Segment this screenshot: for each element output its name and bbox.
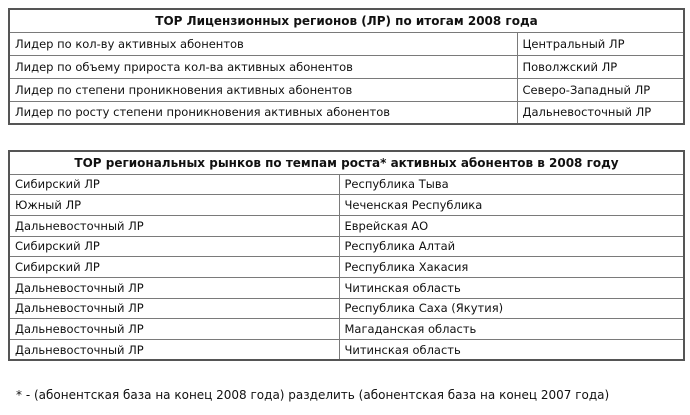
- table-row: [9, 101, 684, 124]
- row-value: Поволжский ЛР: [517, 55, 684, 78]
- market-cell: Республика Хакасия: [339, 257, 684, 278]
- table-row: [9, 298, 684, 319]
- table-row: [9, 215, 684, 236]
- market-cell: Еврейская АО: [339, 215, 684, 236]
- table-row: [9, 32, 684, 55]
- row-label: Лидер по росту степени проникновения активных абонентов: [9, 101, 517, 124]
- region-cell: Сибирский ЛР: [9, 174, 339, 195]
- market-cell: Читинская область: [339, 277, 684, 298]
- market-cell: Республика Алтай: [339, 236, 684, 257]
- row-label: Лидер по объему прироста кол-ва активных абонентов: [9, 55, 517, 78]
- row-value: Центральный ЛР: [517, 32, 684, 55]
- row-value: Дальневосточный ЛР: [517, 101, 684, 124]
- region-cell: Дальневосточный ЛР: [9, 215, 339, 236]
- region-cell: Дальневосточный ЛР: [9, 277, 339, 298]
- market-cell: Читинская область: [339, 340, 684, 361]
- region-cell: Дальневосточный ЛР: [9, 340, 339, 361]
- row-value: Северо-Западный ЛР: [517, 78, 684, 101]
- table-header-row: [9, 151, 684, 174]
- table-row: [9, 236, 684, 257]
- table-row: [9, 319, 684, 340]
- region-cell: Сибирский ЛР: [9, 257, 339, 278]
- top-regional-markets-table: [8, 150, 685, 361]
- table-row: [9, 195, 684, 216]
- table-row: [9, 78, 684, 101]
- row-label: Лидер по степени проникновения активных абонентов: [9, 78, 517, 101]
- table-title: TOP региональных рынков по темпам роста* активных абонентов в 2008 году: [9, 151, 684, 174]
- table-row: [9, 55, 684, 78]
- table-row: [9, 174, 684, 195]
- market-cell: Магаданская область: [339, 319, 684, 340]
- table-row: [9, 257, 684, 278]
- table-title: TOP Лицензионных регионов (ЛР) по итогам 2008 года: [9, 9, 684, 32]
- table-row: [9, 277, 684, 298]
- region-cell: Дальневосточный ЛР: [9, 319, 339, 340]
- table-row: [9, 340, 684, 361]
- market-cell: Республика Саха (Якутия): [339, 298, 684, 319]
- market-cell: Республика Тыва: [339, 174, 684, 195]
- region-cell: Дальневосточный ЛР: [9, 298, 339, 319]
- market-cell: Чеченская Республика: [339, 195, 684, 216]
- row-label: Лидер по кол-ву активных абонентов: [9, 32, 517, 55]
- table-header-row: [9, 9, 684, 32]
- region-cell: Сибирский ЛР: [9, 236, 339, 257]
- region-cell: Южный ЛР: [9, 195, 339, 216]
- top-license-regions-table: [8, 8, 685, 125]
- footnote: * - (абонентская база на конец 2008 года) разделить (абонентская база на конец 2007 года): [16, 388, 610, 402]
